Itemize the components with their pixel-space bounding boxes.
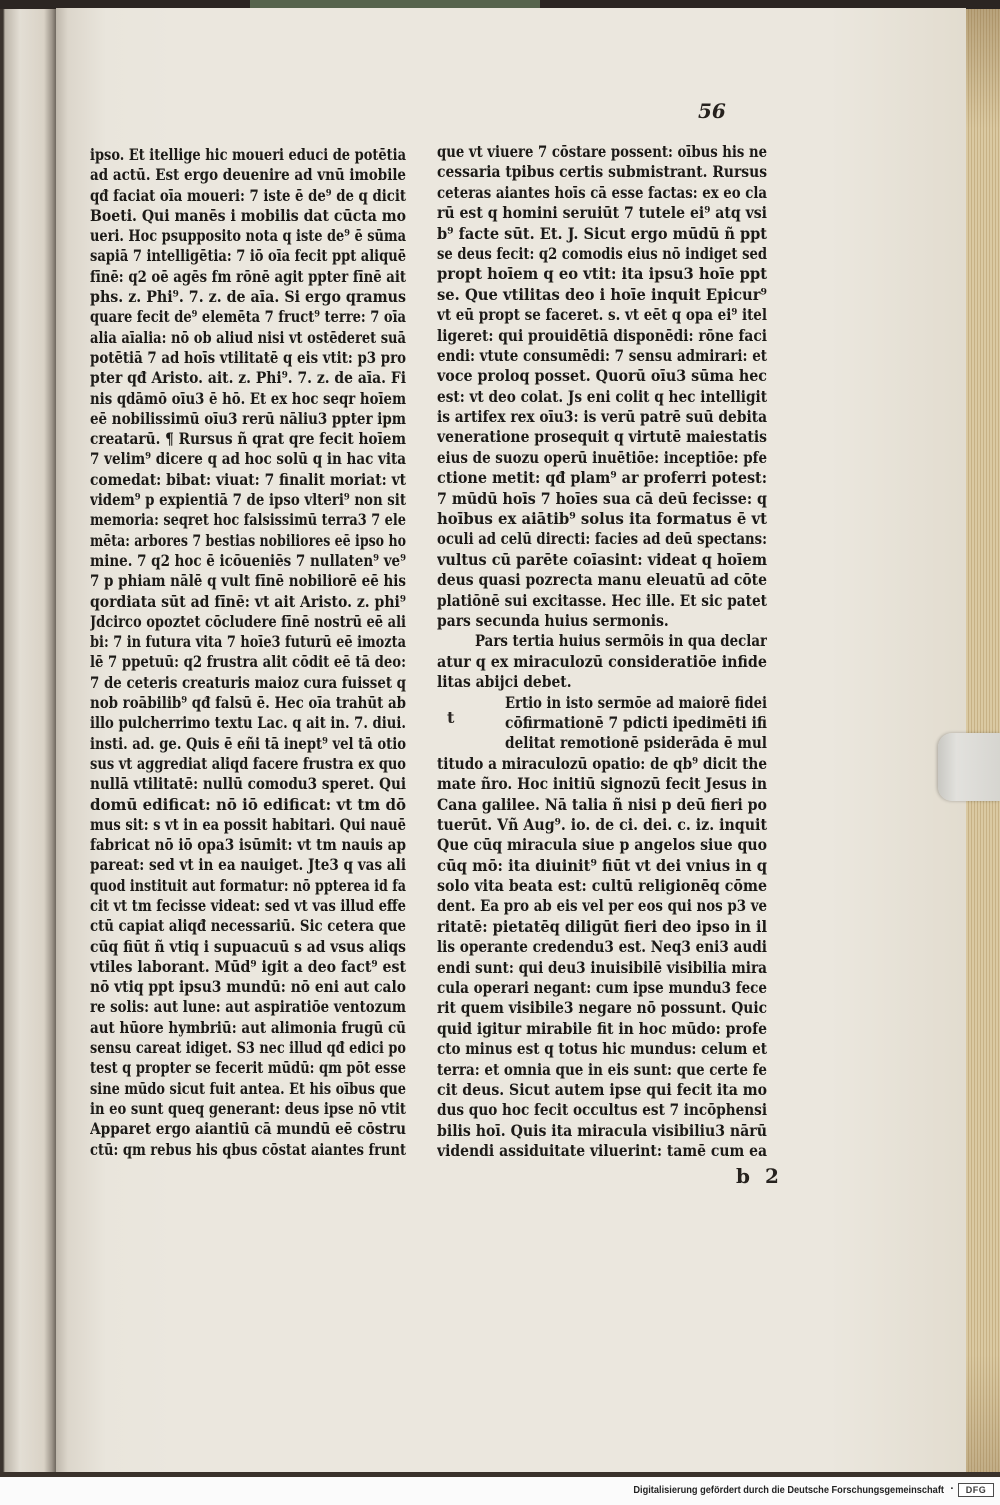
text-line [437,326,767,346]
text-line [437,346,767,366]
line-text: mēta: arbores 7 bestias nobiliores eē ipso ho [90,530,406,550]
text-line [437,631,767,651]
line-text: pter qđ Aristo. ait. z. Phi⁹. 7. z. de aīa. Fi [90,368,406,388]
line-text: se. Que vtilitas deo i hoīe inquit Epicur⁹ [437,284,767,304]
text-line [90,713,406,733]
text-line [437,244,767,264]
line-text: solo vita beata est: cultū religionēq cōme [437,876,767,896]
text-line [437,183,767,203]
text-line [90,145,406,165]
line-text: Boeti. Qui manēs i mobilis dat cūcta mo [90,205,406,225]
line-text: cūq mō: ita diuinit⁹ fiūt vt dei vnius in q [437,855,767,875]
text-line [90,876,406,896]
line-text: vt eū propt se faceret. s. vt eēt q opa ei⁹ itel [437,305,767,325]
text-line [437,489,767,509]
line-text: propt hoīem q eo vtit: ita ipsu3 hoīe ppt [437,264,767,284]
text-line [90,957,406,977]
line-text: b⁹ facte sūt. Et. J. Sicut ergo mūdū ñ ppt [437,223,767,243]
text-line [437,713,767,733]
line-text: nis qdāmō oīu3 ē hō. Et ex hoc seqr hoīem [90,388,406,408]
line-text: sine mūdo sicut fuit antea. Et his oībus que [90,1078,406,1098]
line-text: ritatē: pietatēq diligūt fieri deo ipso in il [437,916,767,936]
text-line [437,387,767,407]
line-text: sensu careat idiget. S3 nec illud qđ edici po [90,1038,406,1058]
text-line [437,958,767,978]
line-text: nob roābilib⁹ qđ falsū ē. Hec oīa trahūt ab [90,693,406,713]
line-text: creatarū. ¶ Rursus ñ qrat qre fecit hoīem [90,429,406,449]
text-line [437,978,767,998]
text-line [437,611,767,631]
line-text: deus quasi pozrecta manu eleuatū ad cōte [437,570,767,590]
text-line [90,328,406,348]
line-text: cit vt tm fecisse videat: sed vt vas illud effe [90,895,406,915]
line-text: nullā vtilitatē: nullū comodu3 speret. Qui [90,774,406,794]
line-text: rū est q homini seruiūt 7 tutele ei⁹ atq vsi [437,203,767,223]
line-text: que vt viuere 7 cōstare possent: oībus his ne [437,142,767,161]
clip-tab [938,733,1000,801]
line-text: se deus fecit: q2 comodis eius nō indiget sed [437,243,767,263]
guide-letter: t [447,708,455,727]
line-text: endi sunt: qui deu3 inuisibilē visibilia mira [437,957,767,977]
text-line [90,815,406,835]
text-line [437,162,767,182]
text-line [437,407,767,427]
line-text: sapiā 7 intelligētia: 7 iō oīa fecit ppt aliquē [90,246,406,266]
line-text: videndi assiduitate viluerint: tamē cum ea [437,1141,767,1161]
text-line [90,531,406,551]
text-line [437,468,767,488]
line-text: aut hūore hymbriū: aut alimonia frugū cū [90,1017,406,1037]
footer-text: Digitalisierung gefördert durch die Deutsche Forschungsgemeinschaft [633,1484,944,1496]
line-text: cit deus. Sicut autem ipse qui fecit ita mo [437,1079,767,1099]
line-text: voce proloq posset. Quorū oīu3 sūma hec [437,366,767,386]
text-line [437,203,767,223]
line-text: vtiles laborant. Mūd⁹ igit a deo fact⁹ est [90,956,406,976]
text-line [437,591,767,611]
text-line [90,916,406,936]
line-text: Cana galilee. Nā talia ñ nisi p deū fieri po [437,794,767,814]
line-text: lē 7 ppetuū: q2 frustra alit cōdit eē tā deo: [90,652,406,672]
line-text: qđ faciat oīa moueri: 7 iste ē de⁹ de q dicit [90,185,406,205]
line-text: ctione metit: qđ plam⁹ ar proferri potest: [437,468,767,488]
footer-bar [0,1477,1000,1505]
text-line [90,470,406,490]
text-line [90,206,406,226]
text-line [90,1119,406,1139]
line-text: eius de suozu operū inuētiōe: inceptiōe: pfe [437,447,767,467]
line-text: test q propter se fecerit mūdū: qm pōt esse [90,1058,406,1078]
text-line [90,348,406,368]
text-line [90,551,406,571]
line-text: re solis: aut lune: aut aspiratiōe ventozum [90,997,406,1017]
text-line [90,896,406,916]
text-line [437,1100,767,1120]
text-line [90,977,406,997]
line-text: Pars tertia huius sermōis in qua declar [475,631,767,651]
line-text: videm⁹ p expientiā 7 de ipso vlteri⁹ non sit [90,490,406,510]
line-text: rit quem visibile3 negare nō possunt. Quic [437,998,767,1018]
line-text: Jdcirco opoztet cōcludere fīnē nostrū eē ali [90,611,406,631]
dfg-logo-icon[interactable]: DFG [958,1483,994,1497]
text-line [437,672,767,692]
line-text: pars secunda huius sermonis. [437,610,669,630]
text-line [90,449,406,469]
text-line [90,855,406,875]
line-text: bi: 7 in futura vita 7 hoīe3 futurū eē imozta [90,632,406,652]
line-text: ctū: qm rebus his qbus cōstat aiantes frunt [90,1139,406,1159]
line-text: eē nobilissimū oīu3 rerū nāliu3 ppter ipm [90,408,406,428]
text-line [437,529,767,549]
text-line [90,997,406,1017]
text-line [437,1080,767,1100]
text-line [90,632,406,652]
line-text: Que cūq miracula siue p angelos siue quo [437,835,767,855]
line-text: domū edificat: nō iō edificat: vt tm dō [90,794,406,814]
line-text: mate ñro. Hoc initiū signozū fecit Jesus in [437,774,767,794]
text-line [437,448,767,468]
text-line [437,733,767,753]
text-line [90,490,406,510]
left-column [90,145,406,1161]
line-text: ueri. Hoc psupposito nota q iste de⁹ ē sūma [90,226,406,246]
text-line [90,673,406,693]
text-line [90,389,406,409]
line-text: memoria: seqret hoc falsissimū terra3 7 ele [90,510,406,530]
text-line [437,1141,767,1161]
text-line [90,429,406,449]
text-line [437,998,767,1018]
line-text: litas abijci debet. [437,672,572,692]
text-line [437,427,767,447]
line-text: in eo sunt queq generant: deus ipse nō vtit [90,1098,406,1118]
text-line [437,795,767,815]
line-text: oculi ad celū directi: facies ad deū spectans: [437,529,767,549]
text-line [90,734,406,754]
line-text: cessaria tpibus certis submistrant. Rursus [437,162,767,182]
line-text: 7 de ceteris creaturis maioz cura fuisset q [90,672,406,692]
line-text: cto minus est q totus hic mundus: celum et [437,1039,767,1059]
line-text: platiōnē sui excitasse. Hec ille. Et sic patet [437,590,767,610]
line-text: phs. z. Phi⁹. 7. z. de aīa. Si ergo qramus [90,287,406,307]
line-text: qordiata sūt ad fīnē: vt ait Aristo. z. phi⁹ [90,591,406,611]
text-line [90,1018,406,1038]
line-text: lis operante credendu3 est. Neq3 eni3 audi [437,937,767,957]
text-line [90,795,406,815]
text-line [437,264,767,284]
line-text: Apparet ergo aiantiū cā mundū eē cōstru [90,1119,406,1139]
text-line [437,1060,767,1080]
text-line [437,774,767,794]
text-line [90,1079,406,1099]
line-text: 7 velim⁹ dicere q ad hoc solū q in hac vita [90,449,406,469]
text-line [90,368,406,388]
text-line [437,815,767,835]
text-line [437,835,767,855]
line-text: quod instituit aut formatur: nō ppterea id fa [90,875,406,895]
text-line [437,1121,767,1141]
text-line [90,571,406,591]
line-text: ctū capiat aliqđ necessariū. Sic cetera que [90,916,406,936]
text-line [90,652,406,672]
line-text: pareat: sed vt in ea nauiget. Jte3 q vas ali [90,855,406,875]
line-text: titudo a miraculozū opatio: de qb⁹ dicit the [437,753,767,773]
line-text: vultus cū parēte coīasint: videat q hoīem [437,549,767,569]
line-text: ad actū. Est ergo deuenire ad vnū imobile [90,165,406,185]
line-text: cula operari negant: cum ipse mundu3 fece [437,978,767,998]
line-text: bilis hoī. Quis ita miracula visibiliu3 nārū [437,1120,767,1140]
text-line [437,224,767,244]
text-line [437,917,767,937]
line-text: illo pulcherrimo textu Lac. q ait in. 7. diui. [90,713,406,733]
line-text: endi: vtute consumēdi: 7 sensu admirari: et [437,345,767,365]
page-number: 56 [698,99,726,123]
text-line [90,226,406,246]
text-line [437,856,767,876]
text-line [90,937,406,957]
text-line [90,774,406,794]
text-line [90,409,406,429]
text-line [437,754,767,774]
line-text: est: vt deo colat. Js eni colit q hec intelligit [437,386,767,406]
line-text: veneratione prosequit q virtutē maiestatis [437,427,767,447]
line-text: quid igitur mirabile fit in hoc mūdo: profe [437,1018,767,1038]
text-line [437,896,767,916]
text-line [90,246,406,266]
line-text: cūq fiūt ñ vtiq i supuacuū s ad vsus aliqs [90,936,406,956]
text-line [437,1039,767,1059]
text-line [437,693,767,713]
line-text: ipso. Et itellige hic moueri educi de potētia [90,145,406,164]
text-line [437,285,767,305]
text-line [90,165,406,185]
line-text: terra: et omnia que in eis sunt: que certe fe [437,1059,767,1079]
text-line [90,835,406,855]
line-text: 7 mūdū hoīs 7 hoīes sua cā deū fecisse: q [437,488,767,508]
text-line [437,550,767,570]
text-line [90,186,406,206]
line-text: potētiā 7 ad hoīs vtilitatē q eis vtit: p3 pro [90,347,406,367]
text-line [437,366,767,386]
line-text: tuerūt. Vñ Aug⁹. io. de ci. dei. c. iz. inquit [437,814,767,834]
text-line [90,754,406,774]
line-text: sus vt aggrediat aliqd facere frustra ex quo [90,753,406,773]
text-line [90,307,406,327]
line-text: delitat remotionē psiderāda ē mul [505,733,767,753]
text-line [90,1099,406,1119]
line-text: mus sit: s vt in ea possit habitari. Qui nauē [90,814,406,834]
line-text: hoībus ex aiātib⁹ solus ita formatus ē vt [437,509,767,529]
text-line [437,142,767,162]
line-text: Ertio in isto sermōe ad maiorē fidei [505,692,767,712]
line-text: atur q ex miraculozū consideratiōe infide [437,651,767,671]
line-text: fīnē: q2 oē agēs fm rōnē agit ppter fīnē ait [90,266,406,286]
line-text: nō vtiq ppt ipsu3 mundū: nō eni aut calo [90,977,406,997]
text-line [437,509,767,529]
signature-mark: b 2 [736,1164,783,1188]
line-text: is artifex rex oīu3: is verū patrē suū debita [437,407,767,427]
line-text: dus quo hoc fecit occultus est 7 incōphensi [437,1100,767,1120]
text-line [90,1140,406,1160]
line-text: comedat: bibat: viuat: 7 finalit moriat: vt [90,469,406,489]
text-line [90,612,406,632]
line-text: alia aīalia: nō ob aliud nisi vt ostēderet suā [90,327,406,347]
line-text: cōfirmationē 7 pdicti ipedimēti ifi [505,712,767,732]
line-text: dent. Ea pro ab eis vel per eos qui nos p3 ve [437,896,767,916]
text-line [90,592,406,612]
line-text: 7 p phiam nālē q vult fīnē nobiliorē eē his [90,571,406,591]
right-column [437,142,767,1163]
facing-page-edge [0,9,56,1472]
text-line [437,305,767,325]
text-line [90,267,406,287]
text-line [90,1038,406,1058]
line-text: ligeret: qui prouidētiā disponēdi: rōne faci [437,325,767,345]
text-line [437,876,767,896]
line-text: quare fecit de⁹ elemēta 7 fruct⁹ terre: 7 oīa [90,307,406,327]
text-line [437,652,767,672]
line-text: insti. ad. ge. Quis ē eñi tā inept⁹ vel tā otio [90,733,406,753]
text-line [437,570,767,590]
line-text: ceteras aiantes hoīs cā esse factas: ex eo cla [437,182,767,202]
text-line [90,693,406,713]
text-line [90,1058,406,1078]
line-text: fabricat nō iō opa3 isūmit: vt tm nauis ap [90,835,406,855]
text-line [90,510,406,530]
footer-separator: · [950,1483,954,1495]
text-line [90,287,406,307]
text-line [437,1019,767,1039]
text-line [437,937,767,957]
line-text: mine. 7 q2 hoc ē icōueniēs 7 nullaten⁹ ve⁹ [90,550,406,570]
